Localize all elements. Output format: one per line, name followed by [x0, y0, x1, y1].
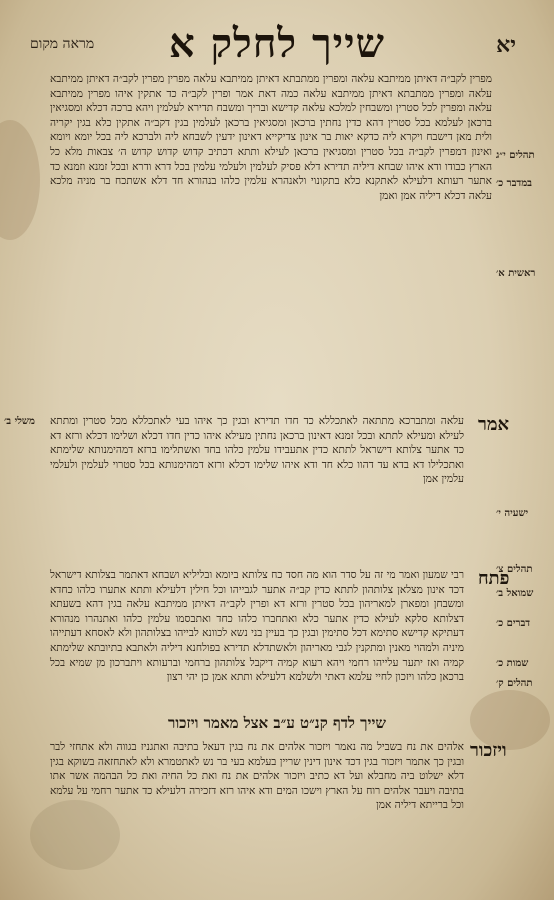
margin-citation: במדבר כ׳ — [496, 178, 532, 189]
margin-citation: שמות כ׳ — [496, 658, 529, 669]
margin-citation: תהלים י״ג — [496, 150, 535, 161]
folio-number: יא — [496, 32, 516, 58]
page-title: שייך לחלק א — [169, 20, 385, 67]
section-text: עלאה ומתברכא מתתאה לאתכללא כד חדו תדירא ובגין כך איהו בעי לאתכללא מכל סטרין ומתתא לעילא ומעילא לתתא ובכל זמנא דאינון ברכאן נחתין מעילא איהו כדין חדו דכלא ושלימו דכלא ורזא דא כד אתער צלותא דישראל לתתא כדין אתעבידו עלמין כלהו בחד ואשתלימו ברזא דמהימנותא שלימתא ואתכלילו דא בדא עד דהוו כלא חד ודא איהו שלימו דכלא ורזא דמהימנותא בכל סטרוי לעלמין ולעלמי עלמין אמן — [50, 415, 464, 486]
margin-citation: ישעיה י׳ — [496, 508, 529, 519]
commentary-section-3 — [50, 568, 464, 708]
section-text: אלהים את נח בשביל מה נאמר ויזכור אלהים את נח בגין דעאל בתיבה ואתגניז בגווה ולא אתחזי לבר ובגין כך אתמר ויזכור בגין דכד אינון דינין שריין בעלמא בעי בר נש לאתטמרא ולא לאתחזאה בשוקא בגין דלא ישלוט ביה מחבלא ועל דא כתיב ויזכור אלהים את נח ואת כל החיה ואת כל הבהמה אשר אתו בתיבה ויעבר אלהים רוח על הארץ וישכו המים ודא איהו רזא דזכירה דלעילא כד אתער רחמי על עלמא וכל ברייתא דיליה אמן — [50, 741, 464, 812]
margin-citation: תהלים ק׳ — [496, 678, 533, 689]
running-head — [8, 14, 546, 74]
margin-citation: דברים כ׳ — [496, 618, 531, 629]
section-keyword: פתח — [478, 568, 510, 589]
cross-reference-label: מראה מקום — [30, 36, 95, 52]
commentary-section-4 — [50, 740, 464, 812]
page-reference-heading: שייך לדף קנ״ט ע״ב אצל מאמר ויזכור — [167, 714, 387, 732]
section-text: רבי שמעון ואמר מי זה על סדר הוא מה חסד כח צלותא ביומא ובליליא ושבחא דאתמר בצלותא דישראל דכד אינון מצלאן צלותהון לתתא כדין קב״ה אתער לגבייהו וכל חילין דלעילא ותתא אתערו כלהו כחדא ומשבחן ומפארן למאריהון בכל סטרין ורזא דא ופרין לקב״ה דאיתן ממיתבא עלאה בגין דהא בשעתא דצלותא סלקא לעילא כדין אתער כלא ואתחברו כלהו כחד ואתבסמו עלמין כלהו ואתנהרו מנהורא דעתיקא קדישא סתימא דכל סתימין ובגין כך בעיין בני נשא לכוונא לבייהו בצלותהון ולא לאסחא דעתייהו מיניה ולמהוי מאנין ומתקנין לגבי מאריהון ולאשתדלא תדירא בפולחנא דיליה ולאתבא בתיובתא שלימתא קמיה ואז יתער עלייהו רחמי ויהא רעוא קמיה דיקבל צלותהון ברחמי וברעותא ויתברכון מן שמיא בכל ברכאן כלהו ויזכון לחיי עלמא דאתי ולשלמא דלעילא ותתא אמן כן יהי רצון — [50, 569, 464, 684]
margin-citation: תהלים צ׳ — [496, 564, 533, 575]
page-stain — [0, 120, 40, 240]
section-keyword: ויזכור — [470, 740, 507, 761]
section-keyword: אמר — [478, 414, 510, 435]
margin-citation: ראשית א׳ — [496, 268, 536, 279]
margin-citation: משלי ב׳ — [4, 416, 35, 427]
commentary-section-2 — [50, 414, 464, 564]
margin-citation: שמואל ב׳ — [496, 588, 534, 599]
section-text: מפרין לקב״ה דאיתן ממיתבא עלאה ומפרין ממתבתא דאיתן ממיתבא עלאה מפרין מפרין לקב״ה דאיתן ממיתבא עלאה ומפרין ממתבתא דאיתן ממיתבא עלאה כמה דאת אמר ופרין לקב״ה כד אתקין איהו מפרין ממיתבא עלאה ומפרין לכל סטרין ומשבחין למלכא עלאה קדישא ובריך ומשבח תדירא לעלמין ויהא ברכה דכלא ומסגיאין ברכאן לעלמא בכל סטרין דהא כדין נחתין ברכאן ומסגיאין ברכאן לעלמין בגין דקב״ה אתקין כלא בגין יקריה ולית מאן דישבח ויקרא ליה כדקא יאות בר אינון צדיקייא דאינון ידעין לשבחא ליה ולברכא ליה בכל יומא ויומא ואינון דמפרין לקב״ה בכל סטרין ומסגיאין ברכאן לעילא ותתא דכתיב קדוש קדוש קדוש ה׳ צבאות מלא כל הארץ כבודו ודא איהו שבחא דיליה תדירא דלא פסיק לעלמין ולעלמי עלמין בכל דרא ודרא ובכל זמנא וזמנא כד אתער רעותא דלעילא לאתקנא כלא בתקונוי ולאנהרא עלמין כלהו בנהורא חד דלא אשתכח בר מניה מלכא עלאה דכלא דיליה אמן ואמן — [50, 73, 492, 202]
commentary-section-1 — [50, 72, 492, 412]
